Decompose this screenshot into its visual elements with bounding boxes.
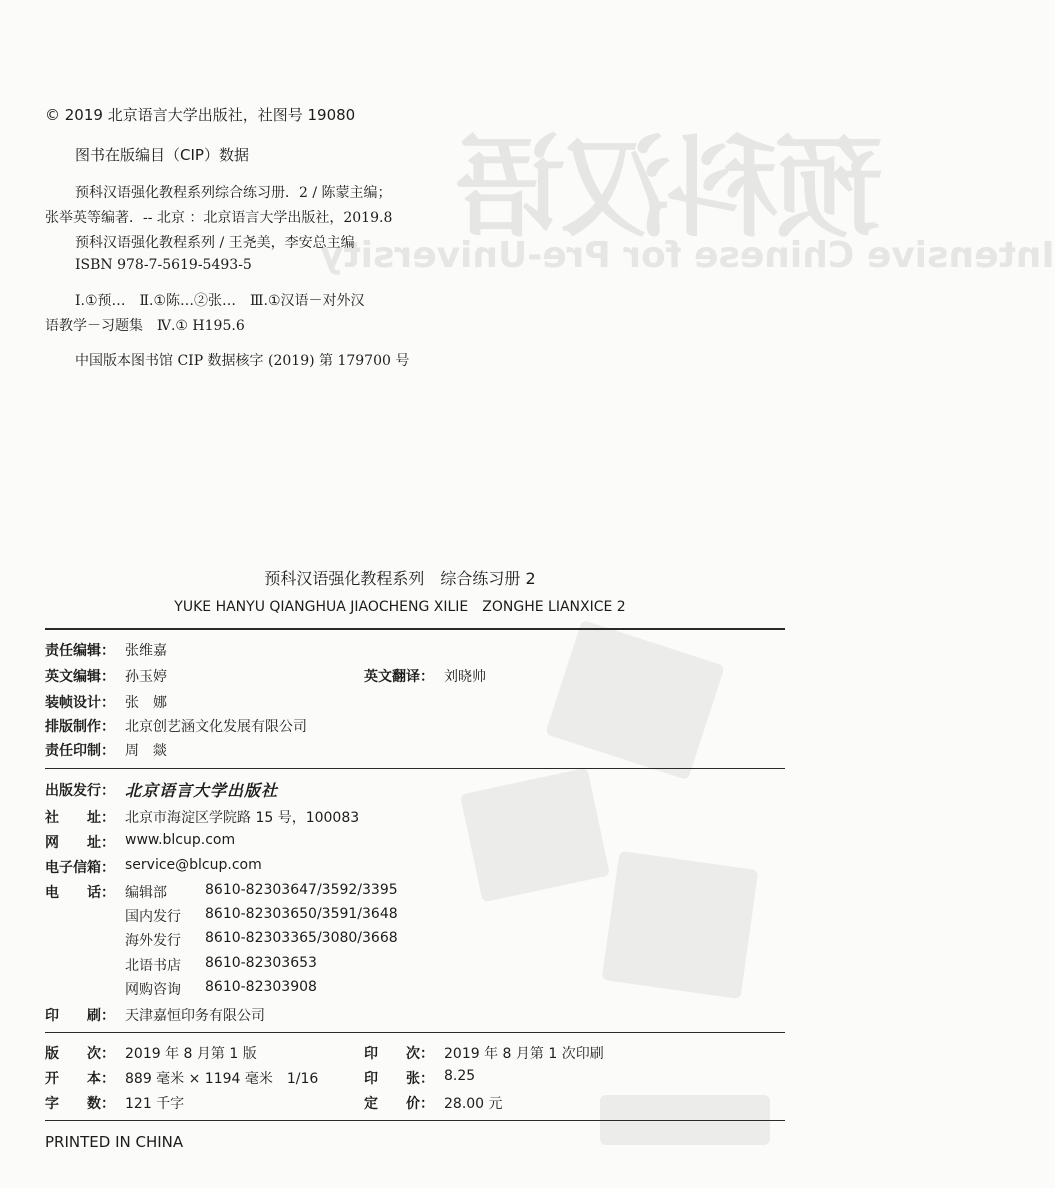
- cip-heading: 图书在版编目（CIP）数据: [75, 146, 249, 164]
- phone-number: 8610-82303365/3080/3668: [205, 930, 398, 946]
- edition-label: 版 次：: [45, 1046, 115, 1062]
- format: 889 毫米 × 1194 毫米 1/16: [125, 1071, 319, 1087]
- editor-label: 责任编辑：: [45, 643, 115, 659]
- website-label: 网 址：: [45, 835, 115, 851]
- phone-dept: 网购咨询: [125, 982, 181, 998]
- edition: 2019 年 8 月第 1 版: [125, 1046, 257, 1062]
- en-editor-label: 英文编辑：: [45, 669, 115, 685]
- phone-dept: 国内发行: [125, 909, 181, 925]
- design-name: 张 娜: [125, 695, 167, 711]
- publisher-logo-text: 北京语言大学出版社: [125, 781, 279, 800]
- cip-line: 张举英等编著．-- 北京 ：北京语言大学出版社，2019.8: [45, 210, 393, 226]
- printer-label: 印 刷：: [45, 1008, 115, 1024]
- sheets: 8.25: [444, 1068, 476, 1084]
- phone-dept: 海外发行: [125, 933, 181, 949]
- book-title: 预科汉语强化教程系列 综合练习册 2: [264, 569, 536, 588]
- email-label: 电子信箱：: [45, 860, 115, 876]
- show-through-graphic: [460, 768, 610, 903]
- copyright-line: © 2019 北京语言大学出版社，社图号 19080: [45, 106, 356, 124]
- design-label: 装帧设计：: [45, 695, 115, 711]
- show-through-graphic: [602, 851, 759, 999]
- show-through-title: 预科汉语: [460, 124, 884, 252]
- editor-name: 张维嘉: [125, 643, 167, 659]
- phone-label: 电 话：: [45, 885, 115, 901]
- printer: 天津嘉恒印务有限公司: [125, 1008, 265, 1024]
- cip-classification: 语教学－习题集 Ⅳ.① H195.6: [45, 318, 245, 334]
- show-through-graphic: [545, 620, 725, 780]
- divider: [45, 1032, 785, 1033]
- translator-label: 英文翻译：: [364, 669, 434, 685]
- typeset-company: 北京创艺涵文化发展有限公司: [125, 719, 307, 735]
- phone-number: 8610-82303650/3591/3648: [205, 906, 398, 922]
- print-manager-label: 责任印制：: [45, 743, 115, 759]
- phone-number: 8610-82303647/3592/3395: [205, 882, 398, 898]
- en-editor-name: 孙玉婷: [125, 669, 167, 685]
- impression: 2019 年 8 月第 1 次印刷: [444, 1046, 604, 1062]
- phone-number: 8610-82303908: [205, 979, 317, 995]
- word-count-label: 字 数：: [45, 1096, 115, 1112]
- sheets-label: 印 张：: [364, 1071, 434, 1087]
- print-manager-name: 周 燚: [125, 743, 167, 759]
- cip-line: 预科汉语强化教程系列 / 王尧美，李安总主编: [75, 235, 355, 251]
- translator-name: 刘晓帅: [444, 669, 486, 685]
- format-label: 开 本：: [45, 1071, 115, 1087]
- isbn: ISBN 978-7-5619-5493-5: [75, 257, 252, 273]
- phone-dept: 北语书店: [125, 958, 181, 974]
- typeset-label: 排版制作：: [45, 719, 115, 735]
- website: www.blcup.com: [125, 832, 236, 848]
- address-label: 社 址：: [45, 810, 115, 826]
- address: 北京市海淀区学院路 15 号，100083: [125, 810, 360, 826]
- cip-line: 预科汉语强化教程系列综合练习册．2 / 陈蒙主编；: [75, 185, 392, 201]
- printed-in: PRINTED IN CHINA: [45, 1133, 184, 1151]
- email: service@blcup.com: [125, 857, 262, 873]
- impression-label: 印 次：: [364, 1046, 434, 1062]
- book-title-pinyin: YUKE HANYU QIANGHUA JIAOCHENG XILIE ZONGHE LIANXICE 2: [174, 599, 626, 615]
- divider: [45, 1120, 785, 1121]
- publisher-label: 出版发行：: [45, 783, 115, 799]
- divider: [45, 768, 785, 769]
- word-count: 121 千字: [125, 1096, 185, 1112]
- cip-record-number: 中国版本图书馆 CIP 数据核字 (2019) 第 179700 号: [75, 353, 410, 369]
- show-through-subtitle: Intensive Chinese for Pre-University: [320, 235, 1055, 276]
- price-label: 定 价：: [364, 1096, 434, 1112]
- cip-classification: Ⅰ.①预… Ⅱ.①陈…②张… Ⅲ.①汉语－对外汉: [75, 293, 365, 309]
- divider: [45, 628, 785, 630]
- phone-number: 8610-82303653: [205, 955, 317, 971]
- price: 28.00 元: [444, 1096, 503, 1112]
- phone-dept: 编辑部: [125, 885, 167, 901]
